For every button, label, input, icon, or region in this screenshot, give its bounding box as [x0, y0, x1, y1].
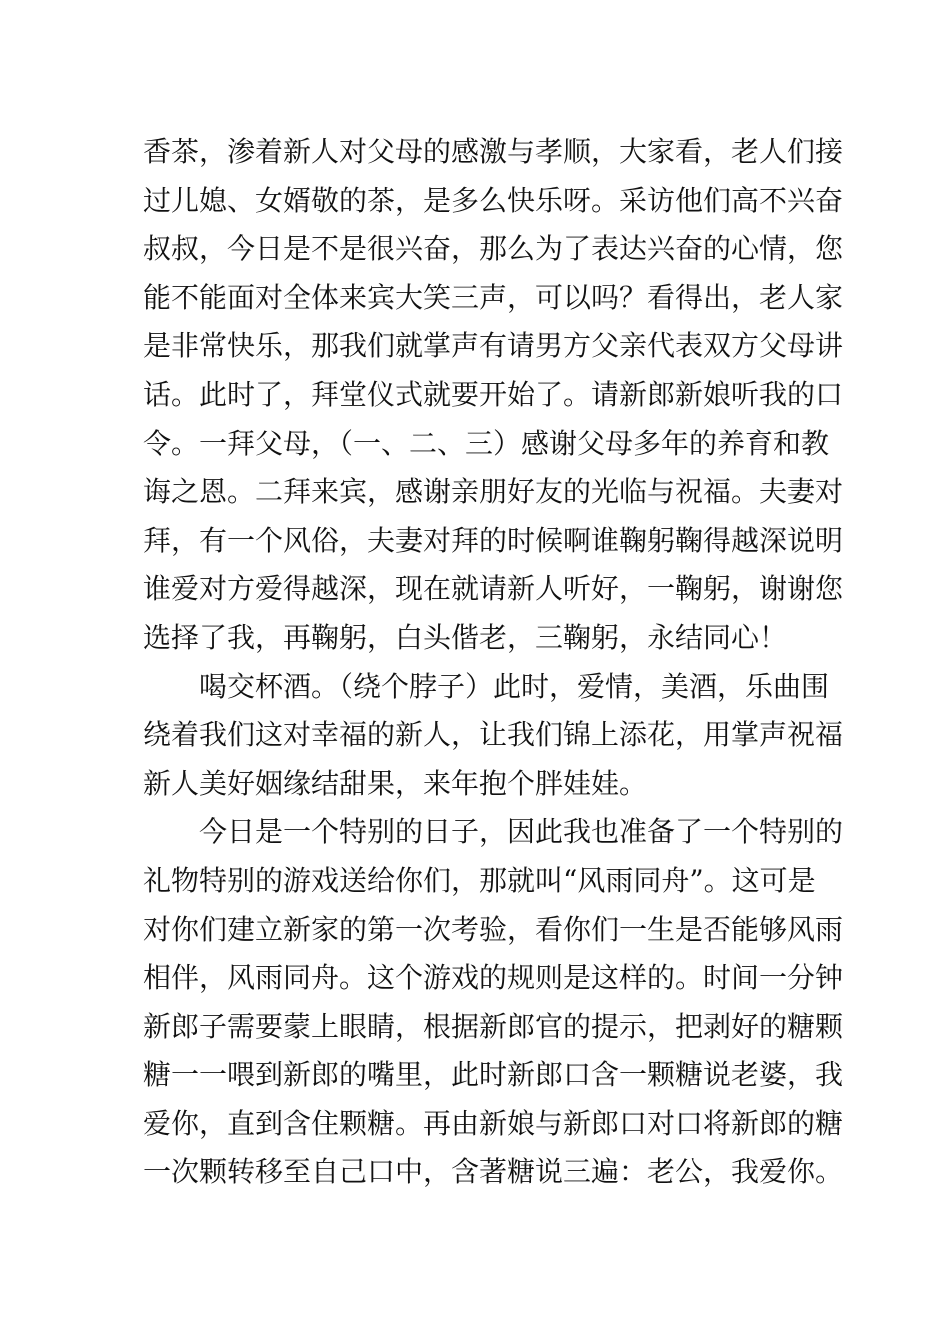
text-line: 诲之恩。二拜来宾，感谢亲朋好友的光临与祝福。夫妻对	[143, 475, 844, 509]
text-line: 谁爱对方爱得越深，现在就请新人听好，一鞠躬，谢谢您	[143, 572, 844, 606]
text-line: 选择了我，再鞠躬，白头偕老，三鞠躬，永结同心！	[143, 620, 788, 654]
text-line: 香茶，渗着新人对父母的感激与孝顺，大家看，老人们接	[143, 135, 844, 168]
text-line: 叔叔，今日是不是很兴奋，那么为了表达兴奋的心情，您	[143, 232, 844, 266]
text-line: 一次颗转移至自己口中，含著糖说三遍：老公，我爱你。	[143, 1155, 844, 1189]
text-line: 能不能面对全体来宾大笑三声，可以吗？看得出，老人家	[143, 280, 844, 314]
paragraph-first-line: 喝交杯酒。（绕个脖子）此时，爱情，美酒，乐曲围	[199, 669, 830, 703]
text-line: 新郎子需要蒙上眼睛，根据新郎官的提示，把剥好的糖颗	[143, 1009, 844, 1043]
text-line: 对你们建立新家的第一次考验，看你们一生是否能够风雨	[143, 912, 844, 946]
text-line: 爱你，直到含住颗糖。再由新娘与新郎口对口将新郎的糖	[143, 1106, 844, 1140]
text-line: 话。此时了，拜堂仪式就要开始了。请新郎新娘听我的口	[143, 377, 844, 411]
document-body	[143, 128, 844, 1197]
text-line: 新人美好姻缘结甜果，来年抱个胖娃娃。	[143, 766, 648, 800]
text-line: 礼物特别的游戏送给你们，那就叫“风雨同舟”。这可是	[143, 863, 816, 897]
text-line: 拜，有一个风俗，夫妻对拜的时候啊谁鞠躬鞠得越深说明	[143, 523, 844, 557]
text-line: 糖一一喂到新郎的嘴里，此时新郎口含一颗糖说老婆，我	[143, 1058, 844, 1092]
text-line: 令。一拜父母，（一、二、三）感谢父母多年的养育和教	[143, 426, 830, 460]
text-line: 绕着我们这对幸福的新人，让我们锦上添花，用掌声祝福	[143, 718, 844, 752]
text-line: 过儿媳、女婿敬的茶，是多么快乐呀。采访他们高不兴奋	[143, 183, 844, 217]
text-line: 是非常快乐，那我们就掌声有请男方父亲代表双方父母讲	[143, 329, 844, 363]
text-line: 相伴，风雨同舟。这个游戏的规则是这样的。时间一分钟	[143, 961, 844, 995]
paragraph-first-line: 今日是一个特别的日子，因此我也准备了一个特别的	[199, 815, 844, 849]
